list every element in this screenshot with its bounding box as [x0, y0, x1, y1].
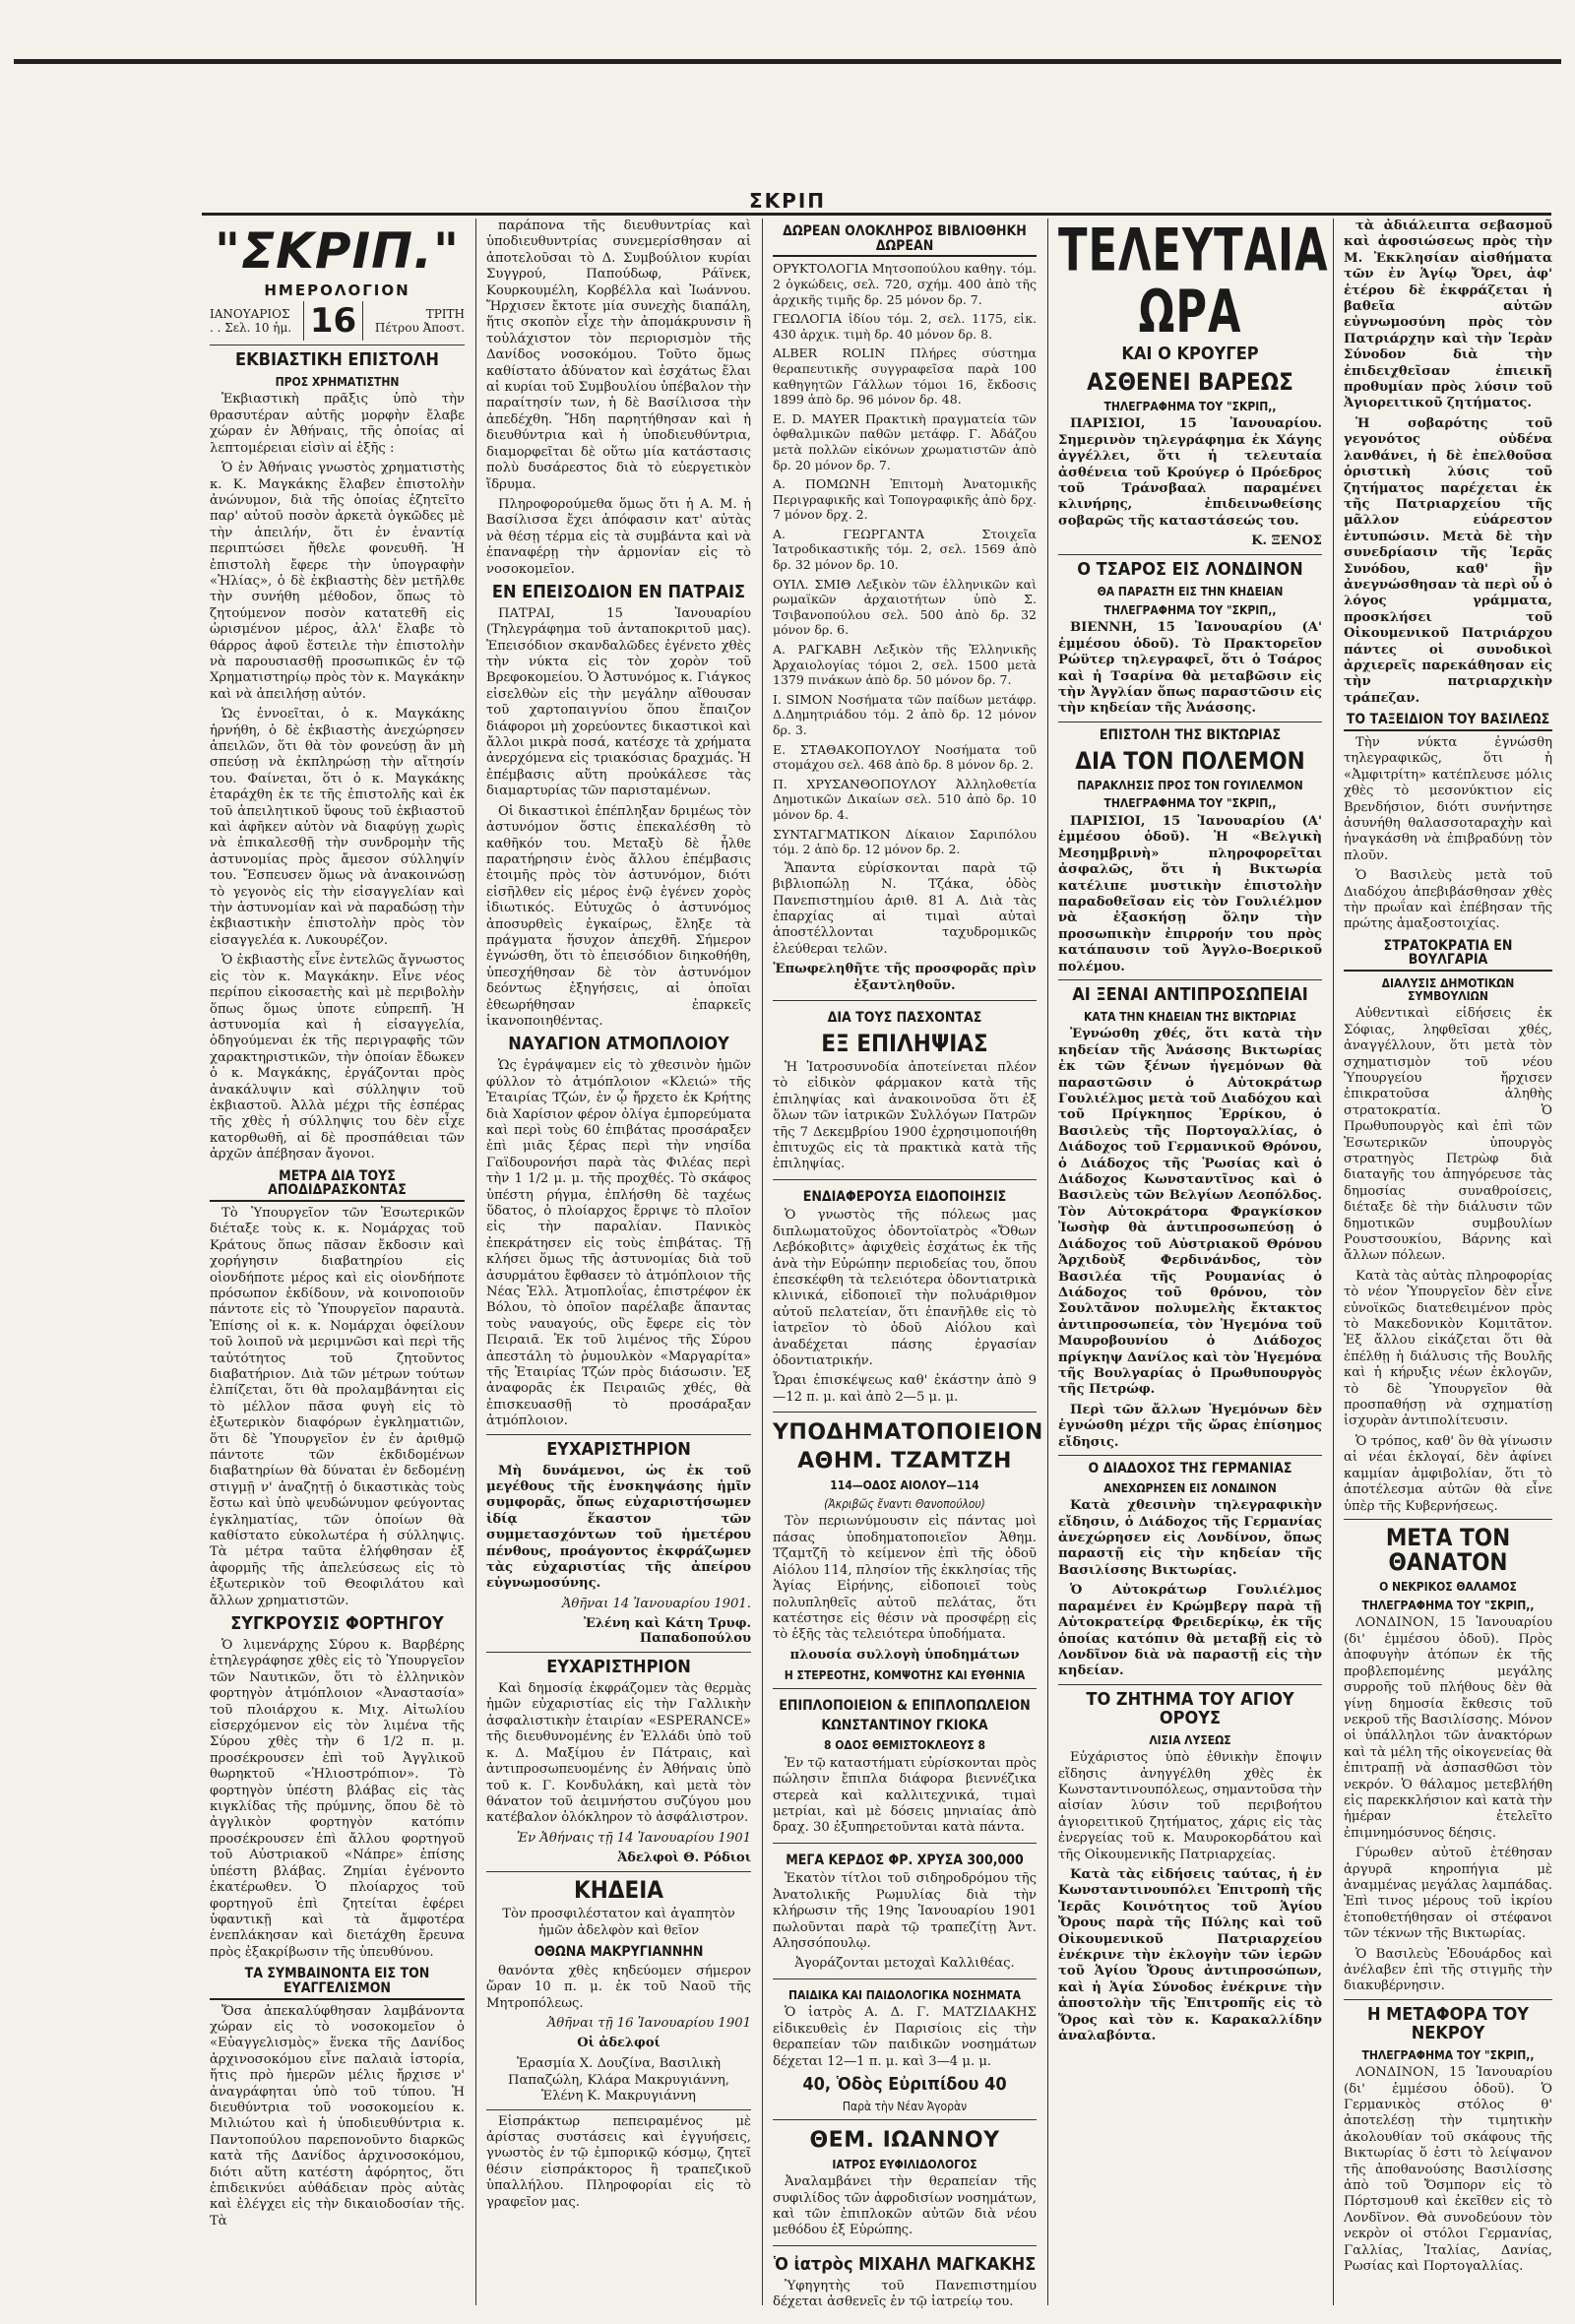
article-paragraph: Ἐκβιαστικὴ πρᾶξις ὑπὸ τὴν θρασυτέραν αὐτῆς μορφὴν ἔλαβε χώραν ἐν Ἀθήναις, τῆς ὁποίας αἱ λεπτομέρειαι εἰσὶν αἱ ἑξῆς :	[210, 392, 465, 456]
ad-note: Ἀγοράζονται μετοχαὶ Καλλιθέας.	[794, 1956, 1015, 1972]
article-headline: ΤΑ ΣΥΜΒΑΙΝΟΝΤΑ ΕΙΣ ΤΟΝ ΕΥΑΓΓΕΛΙΣΜΟΝ	[210, 1967, 465, 1999]
ad-text: Ὁ γνωστὸς τῆς πόλεως μας διπλωματοῦχος ὀδοντοϊατρὸς «Ὄθων Λεβόκοβιτς» ἀφιχθεὶς ἐσχάτως ἐκ τῆς ἀνὰ τὴν Εὐρώπην περιοδείας του, ὅπου ἐπεσκέφθη τὰ τελειότερα ὀδοντιατρικὰ κλινικά, εἰδοποιεῖ τὴν πολυάριθμον αὐτοῦ πελατείαν, ὅτι ἐπανῆλθε εἰς τὸ ἰατρεῖον τὸ ὁδοῦ Αἰόλου καὶ ἀναδέχεται πάσης ἐργασίαν ὀδοντιατρικήν.	[773, 1208, 1037, 1369]
book-list-item: I. SIMON Νοσήματα τῶν παίδων μετάφρ. Δ.Δημητριάδου τόμ. 2 ἀπὸ δρ. 12 μόνον δρ. 3.	[773, 691, 1037, 737]
calendar-weekday: ΤΡΙΤΗ	[425, 307, 465, 321]
column-2	[478, 219, 759, 2310]
book-list-item: Α. ΡΑΓΚΑΒΗ Λεξικὸν τῆς Ἑλληνικῆς Ἀρχαιολογίας τόμοι 2, σελ. 1500 μετὰ 1379 πινάκων ἀπὸ δρ. 50 μόνον δρ. 7.	[773, 642, 1037, 688]
ad-address-note: Παρὰ τὴν Νέαν Ἀγορὰν	[842, 2099, 968, 2113]
funeral-text: θανόντα χθὲς κηδεύομεν σήμερον ὥραν 10 π. μ. ἐκ τοῦ Ναοῦ τῆς Μητροπόλεως.	[486, 1963, 751, 2011]
section-banner: ΤΕΛΕΥΤΑΙΑ ΩΡΑ	[1058, 219, 1329, 347]
column-3	[765, 219, 1044, 2310]
running-head: ΣΚΡΙΠ	[749, 189, 826, 213]
notice-date: Ἐν Ἀθήναις τῇ 14 Ἰανουαρίου 1901	[516, 1830, 751, 1846]
calendar-day-number: 16	[303, 301, 363, 341]
calendar-block	[210, 301, 465, 341]
book-list-item: Α. ΓΕΩΡΓΑΝΤΑ Στοιχεῖα Ἰατροδικαστικῆς τόμ. 2, σελ. 1569 ἀπὸ δρ. 32 μόνον δρ. 10.	[773, 526, 1037, 573]
ad-headline: ΚΩΝΣΤΑΝΤΙΝΟΥ ΓΚΙΟΚΑ	[821, 1718, 988, 1734]
article-paragraph: ΛΟΝΔΙΝΟΝ, 15 Ἰανουαρίου (δι' ἐμμέσου ὁδοῦ). Ὁ Γερμανικὸς στόλος θ' ἀποτελέσῃ τὴν τιμητικὴν ἀκολουθίαν τοῦ σκάφους τῆς Βικτωρίας ὅ ἐστι τὸ λείψανον τῆς ἀποθανούσης Βασιλίσσης ἀπὸ τοῦ Ὄσμπορν εἰς τὸ Πόρτσμουθ καὶ ἐκεῖθεν εἰς τὸ Λονδῖνον. Θὰ συνοδεύουν τὸν νεκρὸν οἱ στόλοι Γερμανίας, Γαλλίας, Ἰταλίας, Δανίας, Ρωσίας καὶ Πορτογαλλίας.	[1344, 2065, 1552, 2275]
ad-text: Ἅπαντα εὑρίσκονται παρὰ τῷ βιβλιοπώλῃ Ν. Τζάκα, ὁδὸς Πανεπιστημίου ἀριθ. 81 Α. Διὰ τὰς ἐπαρχίας αἱ τιμαὶ αὐταὶ ἀποστέλλονται ταχυδρομικῶς ἐλεύθεραι τελῶν.	[773, 860, 1037, 957]
ad-note: Ἐπωφεληθῆτε τῆς προσφορᾶς πρὶν ἐξαντληθοῦν.	[773, 962, 1037, 993]
article-paragraph: Τὴν νύκτα ἐγνώσθη τηλεγραφικῶς, ὅτι ἡ «Ἀμφιτρίτη» κατέπλευσε μόλις χθὲς τὸ μεσονύκτιον εἰς Βρενδήσιον, διότι συνήντησε ἀσυνήθη θαλασσοταραχὴν καὶ ἠναγκάσθη νὰ ἐπιβραδύνῃ τὸν πλοῦν.	[1344, 734, 1552, 863]
book-list-item: ΟΡΥΚΤΟΛΟΓΙΑ Μητσοπούλου καθηγ. τόμ. 2 ὀγκώδεις, σελ. 720, σχήμ. 400 ἀπὸ τῆς ἀρχικῆς τιμῆς δρ. 25 μόνον δρ. 7.	[773, 261, 1037, 307]
article-headline: Ο ΔΙΑΔΟΧΟΣ ΤΗΣ ΓΕΡΜΑΝΙΑΣ	[1088, 1460, 1292, 1476]
classified-ad: Εἰσπράκτωρ πεπειραμένος μὲ ἀρίστας συστάσεις καὶ ἐγγυήσεις, γνωστὸς ἐν τῷ ἐμπορικῷ κόσμῳ, ζητεῖ θέσιν εἰσπράκτορος ἢ τραπεζικοῦ ὑπαλλήλου. Πληροφορίαι εἰς τὸ γραφεῖον μας.	[486, 2113, 751, 2210]
article-paragraph: Περὶ τῶν ἄλλων Ἡγεμόνων δὲν ἐγνώσθη μέχρι τῆς ὥρας ἐπίσημος εἴδησις.	[1058, 1402, 1322, 1450]
book-list-item: Α. ΠΟΜΩΝΗ Ἐπιτομὴ Ἀνατομικῆς Περιγραφικῆς καὶ Τοπογραφικῆς ἀπὸ δρχ. 7 μόνον δρχ. 2.	[773, 476, 1037, 523]
article-paragraph: Τὸ Ὑπουργεῖον τῶν Ἐσωτερικῶν διέταξε τοὺς κ. κ. Νομάρχας τοῦ Κράτους ὅπως πᾶσαν ἔκδοσιν καὶ χορήγησιν διαβατηρίου εἰς οἱονδήποτε μέρος καὶ εἰς οἱονδήποτε πρόσωπον ἐκδίδουν, νὰ κοινοποιοῦν πάντοτε εἰς τὸ Ὑπουργεῖον παραυτὰ. Ἐπίσης οἱ κ. κ. Νομάρχαι ὀφείλουν τοῦ λοιποῦ νὰ μεριμνῶσι καὶ περὶ τῆς ταὐτότητος τοῦ ζητοῦντος διαβατήριον. Διὰ τῶν μέτρων τούτων ἐλπίζεται, ὅτι θὰ προλαμβάνηται εἰς τὸ μέλλον πᾶσα φυγὴ εἰς τὸ ἐξωτερικὸν διαφόρων ἐγκληματιῶν, ὅτι δὲ Ὑπουργεῖον ἐν ἐν ἀριθμῷ πάντοτε τῶν ἐκδιδομένων διαβατηρίων θὰ δύναται ἐν δεδομένῃ στιγμῇ ν' ἀναζητῇ ὁ δικαστικὰς τοὺς ἔστω καὶ ὑπὸ ψευδώνυμον φεύγοντας ἐγκληματίας, τῶν ὁποίων θὰ καθίστατο εὐκολωτέρα ἡ σύλληψις. Τὰ μέτρα ταῦτα ἐλήφθησαν ἐξ ἀφορμῆς τῆς ἀπελεύσεως εἰς τὸ ἐξωτερικὸν τοῦ Θεοφιλάτου καὶ ἄλλων χρηματιστῶν.	[210, 1205, 465, 1608]
article-paragraph: Ὁ Αὐτοκράτωρ Γουλιέλμος παραμένει ἐν Κρώμβεργ παρὰ τῇ Αὐτοκρατείρᾳ Φρειδερίκῳ, ἐκ τῆς ὁποίας κατόπιν θὰ μεταβῇ εἰς τὸ Λονδῖνον διὰ νὰ παραστῇ εἰς τὴν κηδείαν.	[1058, 1583, 1322, 1679]
notice-headline: ΕΥΧΑΡΙΣΤΗΡΙΟΝ	[546, 1657, 691, 1678]
article-paragraph: ΠΑΤΡΑΙ, 15 Ἰανουαρίου (Τηλεγράφημα τοῦ ἀνταποκριτοῦ μας). Ἐπεισόδιον σκανδαλῶδες ἐγένετο χθὲς τὴν νύκτα εἰς τὸν χορὸν τοῦ Βρεφοκομείου. Ὁ Ἀστυνόμος κ. Γιάγκος εἰσελθὼν εἰς τὴν μεγάλην αἴθουσαν τοῦ χαρτοπαιγνίου ὅπου ἔπαιζον διάφοροι μὴ χορεύοντες δικαστικοὶ καὶ ἄλλοι μικρὰ ποσά, κατέσχε τὰ χρήματα ἀνερχόμενα εἰς τριακόσιας δραχμάς. Ἡ ἐπέμβασις αὕτη προὐκάλεσε τὰς διαμαρτυρίας τῶν παρισταμένων.	[486, 605, 751, 799]
article-subheadline: ΛΙΣΙΑ ΛΥΣΕΩΣ	[1149, 1732, 1231, 1747]
article-paragraph: παράπονα τῆς διευθυντρίας καὶ ὑποδιευθυντρίας συνεμερίσθησαν αἱ ἀποτελοῦσαι τὸ Δ. Συμβούλιον κυρίαι Συγγρού, Παπούδωφ, Ράϊνεκ, Κουρκουμέλη, Κορβέλλα καὶ Ἰωάννου. Ἤρχισεν ἔκτοτε μία συνεχὴς διαπάλη, ἥτις σκοπὸν εἶχε τὴν ἀπομάκρυνσιν ἢ τοὐλάχιστον τὸν περιορισμὸν τῆς Δανίδος νοσοκόμου. Τοῦτο ὅμως καθίστατο ἀδύνατον καὶ ἐσχάτως ἔλαι αἱ κυρίαι τοῦ Συμβουλίου ὑπέβαλον τὴν παραίτησίν των, ἡ δὲ Βασίλισσα τὴν ἀπεδέχθη. Ἤδη παρητήθησαν καὶ ἡ διευθύντρια καὶ ἡ ὑποδιευθύντρια, διαμορφεῖται δὲ οὕτω μία κατάστασις πολὺ δυσάρεστος διὰ τὸ εὐεργετικὸν ἵδρυμα.	[486, 219, 751, 492]
article-subheadline: ΔΙΑΛΥΣΙΣ ΔΗΜΟΤΙΚΩΝ ΣΥΜΒΟΥΛΙΩΝ	[1381, 976, 1515, 1003]
ad-headline: ΠΑΙΔΙΚΑ ΚΑΙ ΠΑΙΔΟΛΟΓΙΚΑ ΝΟΣΗΜΑΤΑ	[788, 1987, 1022, 2002]
column-4	[1050, 219, 1330, 2310]
ad-text: Ἀναλαμβάνει τὴν θεραπείαν τῆς συφιλίδος τῶν ἀφροδισίων νοσημάτων, καὶ τῶν ἐπιπλοκῶν αὐτῶν διὰ νέου μεθόδου ἐξ Εὐρώπης.	[773, 2174, 1037, 2238]
article-paragraph: ΒΙΕΝΝΗ, 15 Ἰανουαρίου (Α' ἐμμέσου ὁδοῦ). Τὸ Πρακτορεῖον Ρώϋτερ τηλεγραφεῖ, ὅτι ὁ Τσάρος καὶ ἡ Τσαρίνα θὰ μεταβῶσιν εἰς τὴν Ἀγγλίαν ὅπως παραστῶσιν εἰς τὴν κηδείαν τῆς Ἀνάσσης.	[1058, 620, 1322, 717]
top-rule	[14, 59, 1561, 64]
column-divider	[762, 219, 763, 2305]
ad-headline-large: ΕΞ ΕΠΙΛΗΨΙΑΣ	[821, 1029, 988, 1057]
ad-hours: Ὧραι ἐπισκέψεως καθ' ἑκάστην ἀπὸ 9—12 π. μ. καὶ ἀπὸ 2—5 μ. μ.	[773, 1373, 1037, 1405]
header-rule	[202, 213, 1551, 216]
article-paragraph: Οἱ δικαστικοὶ ἐπέπληξαν δριμέως τὸν ἀστυνόμον ὅστις ἐπεκαλέσθη τὸ καθῆκόν του. Μεταξὺ δὲ ἦλθε παρατήρησιν ἐνὸς ἄλλου ἐπέμβασις ἐτοιμῆς πρὸς τὸν ἀστυνόμον, διότι εἰσῆλθεν εἰς μέρος ἐνῷ ἐγένεν χορὸς ἰδιωτικός. Εὐτυχῶς ὁ ἀστυνόμος ἀποσυρθεὶς ἐγκαίρως, ἔληξε τὰ πράγματα ἥσυχον ἀπεχθῆ. Σήμερον ἐγνώσθη, ὅτι τὸ ἐπεισόδιον διηκοθήθη, ὑπεσχήθησαν δὲ τὸν ἀστυνόμον δεόντως ἐξηγήσεις, αἱ ὁποῖαι ἐθεωρήθησαν ἐπαρκεῖς ἱκανοποιηθέντας.	[486, 803, 751, 1029]
article-headline: ΜΕΤΡΑ ΔΙΑ ΤΟΥΣ ΑΠΟΔΙΔΡΑΣΚΟΝΤΑΣ	[210, 1169, 465, 1202]
article-paragraph: Κατὰ τὰς εἰδήσεις ταύτας, ἡ ἐν Κωνσταντινουπόλει Ἐπιτροπὴ τῆς Ἱερᾶς Κοινότητος τοῦ Ἁγίου Ὄρους παρὰ τῆς Πύλης καὶ τοῦ Οἰκουμενικοῦ Πατριαρχείου ἐνέκρινε τὴν ἐκλογὴν τῶν ἱερῶν τοῦ Ἁγίου Ὄρους ἀντιπροσώπων, καὶ ἡ Ἁγία Σύνοδος ἐνέκρινε τὴν ἀποστολὴν τῆς Ἐπιτροπῆς εἰς τὸ Ὅρος καὶ τὸν κ. Καρακαλλίδην ἀναλαβόντα.	[1058, 1866, 1322, 2044]
ad-headline: ΜΕΓΑ ΚΕΡΔΟΣ ΦΡ. ΧΡΥΣΑ 300,000	[786, 1852, 1024, 1868]
article-headline: Ο ΤΣΑΡΟΣ ΕΙΣ ΛΟΝΔΙΝΟΝ	[1077, 559, 1303, 581]
funeral-name: ΟΘΩΝΑ ΜΑΚΡΥΓΙΑΝΝΗΝ	[534, 1944, 704, 1961]
ad-text: Τὸν περιωνύμουσιν εἰς πάντας μοὶ πάσας ὑποδηματοποιεῖον Ἀθημ. Τζαμτζῆ τὸ κείμενον ἐπὶ τῆς ὁδοῦ Αἰόλου 114, πλησίον τῆς ἐκκλησίας τῆς Ἁγίας Εἰρήνης, εἰδοποιεῖ τοὺς πολυπληθεῖς αὐτοῦ πελάτας, ὅτι κατέστησε εἰς θέσιν νὰ προσφέρῃ εἰς τὸ ἐξῆς τὰς τελειότερα ὑποδήματα.	[773, 1514, 1037, 1643]
ad-address: 40, Ὁδὸς Εὐριπίδου 40	[802, 2074, 1007, 2096]
calendar-title: ΗΜΕΡΟΛΟΓΙΟΝ	[264, 282, 410, 299]
book-list-item: Π. ΧΡΥΣΑΝΘΟΠΟΥΛΟΥ Ἀλληλοθετία Δημοτικῶν Δικαίων σελ. 510 ἀπὸ δρ. 10 μόνον δρ. 4.	[773, 776, 1037, 822]
article-paragraph: Κατὰ τὰς αὐτὰς πληροφορίας τὸ νέον Ὑπουργεῖον δὲν εἶνε εὐνοϊκῶς διατεθειμένον πρὸς τὸ Μακεδονικὸν Κομιτᾶτον. Ἐξ ἄλλου εἰκάζεται ὅτι θὰ ἐπέλθῃ ἡ διάλυσις τῆς Βουλῆς καὶ ἡ κήρυξις νέων ἐκλογῶν, τὸ δὲ Ὑπουργεῖον θὰ προσπαθήσῃ νὰ σχηματίσῃ ἰσχυρὰν ἀντιπολίτευσιν.	[1344, 1268, 1552, 1429]
article-headline: ΚΑΙ Ο ΚΡΟΥΓΕΡ	[1121, 343, 1259, 364]
notice-text: Μὴ δυνάμενοι, ὡς ἐκ τοῦ μεγέθους τῆς ἐνσκηψάσης ἡμῖν συμφορᾶς, ὅπως εὐχαριστήσωμεν ἰδίᾳ ἕκαστον τῶν συμμετασχόντων τοῦ ἡμετέρου πένθους, προάγοντος ἐκφράζωμεν τὰς εὐχαριστίας τῆς ἀπείρου εὐγνωμοσύνης.	[486, 1463, 751, 1592]
ad-text: Ὁ ἰατρὸς Α. Δ. Γ. ΜΑΤΖΙΔΑΚΗΣ εἰδικευθεὶς ἐν Παρισίοις εἰς τὴν θεραπείαν τῶν παιδικῶν νοσημάτων δέχεται 12—1 π. μ. καὶ 3—4 μ. μ.	[773, 2005, 1037, 2069]
column-divider	[1047, 219, 1048, 2305]
ad-headline: ΔΙΑ ΤΟΥΣ ΠΑΣΧΟΝΤΑΣ	[827, 1010, 982, 1026]
article-headline: ΜΕΤΑ ΤΟΝ ΘΑΝΑΤΟΝ	[1385, 1523, 1511, 1577]
column-divider	[1333, 219, 1334, 2305]
article-paragraph: Πληροφορούμεθα ὅμως ὅτι ἡ Α. Μ. ἡ Βασίλισσα ἔχει ἀπόφασιν κατ' αὐτὰς νὰ θέσῃ τέρμα εἰς τὰ συμβάντα καὶ νὰ ἐπαναφέρῃ τὴν ἁρμονίαν εἰς τὸ νοσοκομεῖον.	[486, 496, 751, 577]
ad-subheadline: ΙΑΤΡΟΣ ΕΥΦΙΛΙΔΟΛΟΓΟΣ	[832, 2157, 977, 2171]
ad-text: Ἡ Ἰατροσυνοδία ἀποτείνεται πλέον τὸ εἰδικὸν φάρμακον κατὰ τῆς ἐπιληψίας καὶ ἀνακοινοῦσα ὅτι ἐξ ὅλων τῶν ἰατρικῶν Συλλόγων Πατρῶν τῆς 7 Δεκεμβρίου 1900 ἐχρησιμοποιήθη ἐπιτυχῶς εἰς τὰ πρακτικὰ κατὰ τῆς ἐπιληψίας.	[773, 1059, 1037, 1172]
ad-headline-large: ΑΘΗΜ. ΤΖΑΜΤΖΗ	[797, 1449, 1012, 1475]
funeral-headline: ΚΗΔΕΙΑ	[573, 1876, 663, 1905]
book-list	[773, 261, 1037, 856]
funeral-date: Ἀθῆναι τῇ 16 Ἰανουαρίου 1901	[546, 2016, 751, 2032]
funeral-signers: Ἐρασμία Χ. Δουζίνα, Βασιλικὴ Παπαζώλη, Κλάρα Μακρυγιάννη, Ἑλένη Κ. Μακρυγιάννη	[508, 2056, 729, 2104]
article-subheadline: ΚΑΤΑ ΤΗΝ ΚΗΔΕΙΑΝ ΤΗΣ ΒΙΚΤΩΡΙΑΣ	[1083, 1009, 1297, 1024]
article-paragraph: Ὁ ἐκβιαστὴς εἶνε ἐντελῶς ἄγνωστος εἰς τὸν κ. Μαγκάκην. Εἶνε νέος περίπου εἰκοσαετὴς καὶ μὲ περιβολὴν ὅπως ὅμως ὑποτε εὐπρεπῆ. Ἡ ἀστυνομία καὶ ἡ εἰσαγγελία, ὁδηγούμεναι ἐκ τῆς περιγραφῆς τῶν χαρακτηριστικῶν, τὴν ὁποίαν ἔδωκεν ὁ κ. Μαγκάκης, ἐργάζονται πρὸς ἀνακάλυψιν καὶ σύλληψιν τοῦ ἐκβιαστοῦ. Ἀλλὰ μέχρι τῆς ἑσπέρας τῆς χθὲς ἡ σύλληψις του δὲν εἶχε κατορθωθῆ, αἱ δὲ προσπάθειαι τῶν ἀρχῶν ἀπέβησαν ἄγονοι.	[210, 953, 465, 1162]
notice-date: Ἀθῆναι 14 Ἰανουαρίου 1901.	[561, 1596, 751, 1611]
book-list-item: ΟΥΙΛ. ΣΜΙΘ Λεξικὸν τῶν ἑλληνικῶν καὶ ρωμαϊκῶν ἀρχαιοτήτων ὑπὸ Σ. Τσιβανοπούλου σελ. 500 ἀπὸ δρ. 32 μόνον δρ. 6.	[773, 576, 1037, 638]
article-subheadline: ΠΡΟΣ ΧΡΗΜΑΤΙΣΤΗΝ	[275, 374, 400, 389]
article-paragraph: ΛΟΝΔΙΝΟΝ, 15 Ἰανουαρίου (δι' ἐμμέσου ὁδοῦ). Πρὸς ἀποφυγὴν ἀτόπων ἐκ τῆς προβλεπομένης μεγάλης συρροῆς τοῦ πλήθους δὲν θὰ γίνῃ δημοσία ἔκθεσις τοῦ νεκροῦ τῆς Βασιλίσσης. Μόνον οἱ ὑπάλληλοι τῶν ἀνακτόρων καὶ τὰ μέλη τῆς οἰκογενείας θὰ ἐπιτραπῇ νὰ ἀσπασθῶσι τὸν νεκρόν. Ὁ θάλαμος μετεβλήθη εἰς παρεκκλήσιον καὶ κατὰ τὴν ἡμέραν ἐτελεῖτο ἐπιμνημόσυνος δέησις.	[1344, 1615, 1552, 1841]
book-list-item: ALBER ROLIN Πλήρες σύστημα θεραπευτικῆς συγγραφεῖσα παρὰ 100 καθηγητῶν Γάλλων τόμοι 16, ἔκδοσις 1899 ἀπὸ δρ. 96 μόνον δρ. 48.	[773, 345, 1037, 408]
telegram-label: ΤΗΛΕΓΡΑΦΗΜΑ ΤΟΥ "ΣΚΡΙΠ,,	[1103, 602, 1277, 617]
article-paragraph: Ὁ λιμενάρχης Σύρου κ. Βαρβέρης ἐτηλεγράφησε χθὲς εἰς τὸ Ὑπουργεῖον τῶν Ναυτικῶν, ὅτι τὸ ἑλληνικὸν φορτηγὸν ἀτμόπλοιον «Ἀναστασία» τοῦ πλοιάρχου κ. Μιχ. Αἰτωλίου εἰσερχόμενον εἰς τὸν λιμένα τῆς Σύρου χθὲς τὴν 6 1/2 π. μ. προσέκρουσεν ἐπὶ τοῦ Ἀγγλικοῦ θωρηκτοῦ «Ἠλιοστρόπιον». Τὸ φορτηγὸν ὑπέστη βλάβας εἰς τὰς κιγκλίδας τῆς πρύμνης, ὅπου δὲ τὸ ἀγγλικὸν φορτηγὸν κατόπιν προσέκρουσεν ἐπὶ ἄλλου φορτηγοῦ τοῦ Αὐστριακοῦ «Νάπρε» ἐπίσης ὑπέστη βλάβας. Ζημίαι ἐγένοντο ἑκατέρωθεν. Ὁ πλοίαρχος τοῦ φορτηγοῦ ἐπὶ ζητείται ἐφέρει ὑφαντικῇ καὶ τὰ ἄμφοτέρα ἐνεπλάκησαν καὶ διετάχθη ἔρευνα πρὸς ἐξακρίβωσιν τῆς ὑπευθύνου.	[210, 1638, 465, 1960]
ad-address: 8 ΟΔΟΣ ΘΕΜΙΣΤΟΚΛΕΟΥΣ 8	[823, 1738, 986, 1753]
article-headline: ΕΝ ΕΠΕΙΣΟΔΙΟΝ ΕΝ ΠΑΤΡΑΙΣ	[491, 581, 746, 602]
ad-headline-large: ΥΠΟΔΗΜΑΤΟΠΟΙΕΙΟΝ	[773, 1420, 1043, 1446]
article-headline: ΝΑΥΑΓΙΟΝ ΑΤΜΟΠΛΟΙΟΥ	[508, 1034, 729, 1055]
article-headline: ΕΚΒΙΑΣΤΙΚΗ ΕΠΙΣΤΟΛΗ	[235, 349, 439, 370]
article-headline: ΣΤΡΑΤΟΚΡΑΤΙΑ ΕΝ ΒΟΥΛΓΑΡΙΑ	[1344, 939, 1552, 972]
article-paragraph: Ὅσα ἀπεκαλύφθησαν λαμβάνοντα χώραν εἰς τὸ νοσοκομεῖον ὁ «Εὐαγγελισμὸς» ἕνεκα τῆς Δανίδος ἀρχινοσοκόμου εἶνε παλαιὰ ἱστορία, ἥτις πρὸ ἡμερῶν μέλις ἤρχισε ν' ἀναγράφηται ὑπὸ τοῦ τύπου. Ἡ διευθύντρια τοῦ νοσοκομείου κ. Μιλιώτου καὶ ἡ ὑποδιευθύντρια κ. Παντοπούλου παρεπονοῦντο διαρκῶς κατὰ τῆς Δανίδος ἀρχινοσοκόμου, διότι αὕτη κατέστη ἀφόρητος, ὅτι ἐπιδεικνύει αὐθάδειαν πρὸς αὐτὰς καὶ ἐλέγχει εἰς τὴν δικαιοδοσίαν τῆς. Τὰ	[210, 2003, 465, 2229]
article-paragraph: Γύρωθεν αὐτοῦ ἐτέθησαν ἀργυρᾶ κηροπήγια μὲ ἀναμμένας μεγάλας λαμπάδας. Ἐπὶ τινος μέρους τοῦ ἱκρίου ἐτοποθετήθησαν οἱ στέφανοι τῶν τέκνων τῆς Βικτωρίας.	[1344, 1846, 1552, 1942]
article-paragraph: Ὡς ἐννοεῖται, ὁ κ. Μαγκάκης ἠρνήθη, ὁ δὲ ἐκβιαστὴς ἀνεχώρησεν ἀπειλῶν, ὅτι θὰ τὸν φονεύσῃ ἂν μὴ σπεύσῃ νὰ ἐκπληρώσῃ τὴν αἴτησίν του. Φαίνεται, ὅτι ὁ κ. Μαγκάκης ἐταράχθη ἐκ τε τῆς ἐπιστολῆς καὶ ἐκ τοῦ ἀπειλητικοῦ ὕφους τοῦ ἐκβιαστοῦ καὶ ἀφῆκεν αὐτὸν νὰ διαφύγῃ χωρὶς νὰ ἐπικαλεσθῇ τὴν συνδρομὴν τῆς ἀστυνομίας πρὸς ἄμεσον σύλληψίν του. Ἔσπευσεν ὅμως νὰ ἀνακοινώσῃ τὸ γεγονὸς εἰς τὴν εἰσαγγελίαν καὶ τὴν ἀστυνομίαν καὶ νὰ παραδώσῃ τὴν ἐκβιαστικὴν ἐπιστολὴν πρὸς τὸν εἰσαγγελέα κ. Λυκουρέζον.	[210, 707, 465, 948]
article-paragraph: Ὁ Βασιλεὺς μετὰ τοῦ Διαδόχου ἀπεβιβάσθησαν χθὲς τὴν πρωΐαν καὶ ἐπέβησαν τῆς πρώτης ἁμαξοστοιχίας.	[1344, 868, 1552, 932]
article-headline: ΕΠΙΣΤΟΛΗ ΤΗΣ ΒΙΚΤΩΡΙΑΣ	[1099, 726, 1282, 743]
article-headline: ΤΟ ΤΑΞΕΙΔΙΟΝ ΤΟΥ ΒΑΣΙΛΕΩΣ	[1344, 713, 1552, 731]
ad-headline: ΔΩΡΕΑΝ ΟΛΟΚΛΗΡΟΣ ΒΙΒΛΙΟΘΗΚΗ ΔΩΡΕΑΝ	[773, 224, 1037, 257]
telegram-label: ΤΗΛΕΓΡΑΦΗΜΑ ΤΟΥ "ΣΚΡΙΠ,,	[1361, 1598, 1535, 1612]
ad-address: 114—ΟΔΟΣ ΑΙΟΛΟΥ—114	[830, 1478, 979, 1493]
column-1	[202, 219, 472, 2310]
article-paragraph: Ὁ Βασιλεὺς Ἐδουάρδος καὶ ἀνέλαβεν ἐπὶ τῆς στιγμῆς τὴν διακυβέρνησιν.	[1344, 1946, 1552, 1994]
telegram-label: ΤΗΛΕΓΡΑΦΗΜΑ ΤΟΥ "ΣΚΡΙΠ,,	[1361, 2047, 1535, 2062]
article-headline: ΣΥΓΚΡΟΥΣΙΣ ΦΟΡΤΗΓΟΥ	[230, 1613, 444, 1635]
article-paragraph: Ὁ ἐν Ἀθήναις γνωστὸς χρηματιστὴς κ. Κ. Μαγκάκης ἔλαβεν ἐπιστολὴν ἀνώνυμον, διὰ τῆς ὁποίας ἐζητεῖτο παρ' αὐτοῦ ποσὸν ἀρκετὰ ὀγκῶδες μὲ τὴν ἀπειλήν, ὅτι ἐν ἐναντίᾳ περιπτώσει ἤθελε φονευθῆ. Ἡ ἐπιστολὴ ἔφερε τὴν ὑπογραφὴν «Ἠλίας», ὁ δὲ ἐκβιαστὴς δὲν μετῆλθε τὴν συνήθη μέθοδον, ὅπως τὸ ζητούμενον ποσὸν κατατεθῆ εἰς ὡρισμένον μέρος, ἀλλ' ἔλαβε τὸ θάρρος ἀφοῦ ἔστειλε τὴν ἐπιστολὴν νὰ παρουσιασθῇ προσωπικῶς ἐν τῷ Χρηματιστηρίῳ πρὸς τὸν κ. Μαγκάκην καὶ νὰ ἀπειλήσῃ αὐτόν.	[210, 461, 465, 702]
notice-text: Καὶ δημοσίᾳ ἐκφράζομεν τὰς θερμὰς ἡμῶν εὐχαριστίας εἰς τὴν Γαλλικὴν ἀσφαλιστικὴν ἑταιρίαν «ESPERANCE» τῆς διευθυνομένης ἐν Ἑλλάδι ὑπὸ τοῦ κ. Δ. Μαξίμου ἐν Πάτραις, καὶ ἀντιπροσωπευομένης ἐν Ἀθήναις ὑπὸ τοῦ κ. Γ. Κονδυλάκη, καὶ μετὰ τὸν θάνατον τοῦ ἀειμνήστου συζύγου μου κατέβαλον ὁλόκληρον τὸ ἀσφάλιστρον.	[486, 1681, 751, 1826]
article-subheadline: ΠΑΡΑΚΛΗΣΙΣ ΠΡΟΣ ΤΟΝ ΓΟΥΙΛΕΛΜΟΝ	[1077, 778, 1303, 792]
book-list-item: ΣΥΝΤΑΓΜΑΤΙΚΟΝ Δίκαιον Σαριπόλου τόμ. 2 ἀπὸ δρ. 12 μόνον δρ. 2.	[773, 826, 1037, 857]
telegram-label: ΤΗΛΕΓΡΑΦΗΜΑ ΤΟΥ "ΣΚΡΙΠ,,	[1103, 796, 1277, 811]
article-headline: Η ΜΕΤΑΦΟΡΑ ΤΟΥ ΝΕΚΡΟΥ	[1366, 2003, 1530, 2043]
article-paragraph: Αὐθεντικαὶ εἰδήσεις ἐκ Σόφιας, ληφθεῖσαι χθές, ἀναγγέλλουν, ὅτι μετὰ τὸν σχηματισμὸν τοῦ νέου Ὑπουργείου ἤρχισεν ἐπικρατοῦσα ἀληθὴς στρατοκρατία. Ὁ Πρωθυπουργὸς καὶ ἐπὶ τῶν Ἐσωτερικῶν ὑπουργὸς στρατηγὸς Πετρὼφ διὰ διαταγῆς του ἀπηγόρευσε τὰς δημοσίας συναθροίσεις, διέταξε δὲ τὴν διάλυσιν τῶν δημοτικῶν συμβουλίων Ρουστσουκίου, Βάρνης καὶ ἄλλων πόλεων.	[1344, 1006, 1552, 1264]
article-paragraph: Ὡς ἐγράψαμεν εἰς τὸ χθεσινὸν ἡμῶν φύλλον τὸ ἀτμόπλοιον «Κλειώ» τῆς Ἑταιρίας Τζών, ἐν ᾧ ἤρχετο ἐκ Κρήτης διὰ Χαρίσιον φέρον ὀλίγα ἐμπορεύματα καὶ περὶ τοὺς 60 ἐπιβάτας προσάραξεν ἐπὶ μιᾶς ξέρας περὶ τὴν νησίδα Γαϊδουρονήσι παρὰ τὰς Φιλέας περὶ τὴν 1 1/2 μ. μ. τῆς προχθές. Τὸ σκάφος ὑπέστη ρήγμα, ἐπλήσθη δὲ ταχέως ὕδατος, ὁ πλοίαρχος ἔρριψε τὸ πλοῖον εἰς τὴν παραλίαν. Πανικὸς ἐπεκράτησεν εἰς τοὺς ἐπιβάτας. Τῇ κλήσει ὅμως τῆς ἀστυνομίας διὰ τοῦ ἀσυρμάτου ἔφθασεν τὸ ἀτμόπλοιον τῆς Νέας Ἑλλ. Ἀτμοπλοΐας, ἐπιστρέφον ἐκ Βόλου, τὸ ὁποῖον παρέλαβε ἅπαντας τοὺς ναυαγούς, οὓς ἔφερε εἰς τὸν Πειραιᾶ. Ἐκ τοῦ λιμένος τῆς Σύρου ἀπεστάλη τὸ ῥυμουλκὸν «Μαργαρίτα» τῆς Ἑταιρίας Τζών πρὸς διάσωσιν. Ἐξ ἀναφορᾶς ἐκ Πειραιῶς χθές, θὰ ἐπισκευασθῇ τὸ προσάραξαν ἀτμόπλοιον.	[486, 1058, 751, 1429]
article-paragraph: Εὐχάριστος ὑπὸ ἐθνικὴν ἔποψιν εἴδησις ἀνηγγέλθη χθὲς ἐκ Κωνσταντινουπόλεως, σημαντοῦσα τὴν αἰσίαν λύσιν τοῦ περιβοήτου ἁγιορειτικοῦ ζητήματος, χάρις εἰς τὰς ἐνεργείας τοῦ κ. Μαυροκορδάτου καὶ τῆς Οἰκουμενικῆς Πατριαρχείας.	[1058, 1750, 1322, 1862]
calendar-saint: Πέτρου Ἀποστ.	[374, 321, 465, 335]
book-list-item: Ε. ΣΤΑΘΑΚΟΠΟΥΛΟΥ Νοσήματα τοῦ στομάχου σελ. 468 ἀπὸ δρ. 8 μόνον δρ. 2.	[773, 741, 1037, 773]
article-paragraph: τὰ ἀδιάλειπτα σεβασμοῦ καὶ ἀφοσιώσεως πρὸς τὴν Μ. Ἐκκλησίαν αἰσθήματα τῶν ἐν Ἁγίῳ Ὄρει, ἀφ' ἑτέρου δὲ ἐκφράζεται ἡ βαθεῖα αὐτῶν εὐγνωμοσύνη πρὸς τὸν Πατριάρχην καὶ τὴν Ἱερὰν Σύνοδον διὰ τὴν ἐπιδειχθεῖσαν ἐπιεικῆ προθυμίαν πρὸς λύσιν τοῦ Ἀγιορειτικοῦ ζητήματος.	[1344, 219, 1552, 411]
article-paragraph: Ἡ σοβαρότης τοῦ γεγονότος οὐδένα λανθάνει, ἡ δὲ ἐπελθοῦσα ὁριστικὴ λύσις τοῦ ζητήματος παρέχεται ἐκ τῆς Πατριαρχείου τῆς μᾶλλον εὐάρεστον ἐντυπώσιν. Μετὰ δὲ τὴν συνεδρίασιν τῆς Ἱερᾶς Συνόδου, καθ' ἣν ἀνεγνώσθησαν τὰ περὶ οὗ ὁ λόγος γράμματα, προσκλήσει τοῦ Οἰκουμενικοῦ Πατριάρχου πάντες οἱ συνοδικοὶ ἀρχιερεῖς παρεκάθησαν εἰς τὴν πατριαρχικὴν τράπεζαν.	[1344, 415, 1552, 706]
ad-text: Ὑφηγητὴς τοῦ Πανεπιστημίου δέχεται ἀσθενεῖς ἐν τῷ ἰατρείῳ του.	[773, 2278, 1037, 2310]
article-headline: ΑΣΘΕΝΕΙ ΒΑΡΕΩΣ	[1087, 367, 1293, 396]
article-headline: ΔΙΑ ΤΟΝ ΠΟΛΕΜΟΝ	[1075, 746, 1305, 775]
ad-tagline: Η ΣΤΕΡΕΟΤΗΣ, ΚΟΜΨΟΤΗΣ ΚΑΙ ΕΥΘΗΝΙΑ	[784, 1668, 1026, 1683]
calendar-sun: . . Σελ. 10 ἡμ.	[210, 321, 292, 335]
ad-headline: ΕΠΙΠΛΟΠΟΙΕΙΟΝ & ΕΠΙΠΛΟΠΩΛΕΙΟΝ	[779, 1697, 1031, 1714]
article-paragraph: Ἐγνώσθη χθές, ὅτι κατὰ τὴν κηδείαν τῆς Ἀνάσσης Βικτωρίας ἐκ τῶν ξένων ἡγεμόνων θὰ παραστῶσιν ὁ Αὐτοκράτωρ Γουλιέλμος μετὰ τοῦ Διαδόχου καὶ τοῦ Πρίγκηπος Ἐρρίκου, ὁ Βασιλεὺς τῆς Πορτογαλλίας, ὁ Διάδοχος τοῦ Γερμανικοῦ Θρόνου, ὁ Διάδοχος τῆς Ῥωσίας καὶ ὁ Διάδοχος Κωνσταντῖνος καὶ ὁ Βασιλεὺς τῶν Βελγίων Λεοπόλδος. Τὸν Αὐτοκράτορα Φραγκίσκον Ἰωσὴφ θὰ ἀντιπροσωπεύσῃ ὁ Διάδοχος τοῦ Αὐστριακοῦ Θρόνου Ἀρχιδοὺξ Φερδινάνδος, τὸν Βασιλέα τῆς Ρουμανίας ὁ Διάδοχος τοῦ θρόνου, τὸν Σουλτᾶνον πολυμελὴς ἔκτακτος ἀντιπροσωπεία, τὸν Ἡγεμόνα τοῦ Μαυροβουνίου ὁ Διάδοχος πρίγκηψ Δανίλος καὶ τὸν Ἡγεμόνα τῆς Βουλγαρίας ὁ Πρωθυπουργὸς τῆς Πετρώφ.	[1058, 1027, 1322, 1398]
funeral-text: Τὸν προσφιλέστατον καὶ ἀγαπητὸν ἡμῶν ἀδελφὸν καὶ θεῖον	[502, 1907, 735, 1938]
article-headline: ΑΙ ΞΕΝΑΙ ΑΝΤΙΠΡΟΣΩΠΕΙΑΙ	[1072, 983, 1308, 1005]
column-5	[1336, 219, 1560, 2310]
ad-text: Ἐν τῷ καταστήματι εὑρίσκονται πρὸς πώλησιν ἔπιπλα διάφορα βιεννέζικα στερεὰ καὶ καλλιτεχνικά, τιμαὶ μετρίαι, καὶ μὲ δόσεις μηνιαίας ἀπὸ δραχ. 30 ἐξυπηρετοῦνται κατὰ πάντα.	[773, 1755, 1037, 1836]
funeral-signers-title: Οἱ ἀδελφοί	[577, 2036, 661, 2051]
article-paragraph: ΠΑΡΙΣΙΟΙ, 15 Ἰανουαρίου. Σημερινὸν τηλεγράφημα ἐκ Χάγης ἀγγέλλει, ὅτι ἡ τελευταία ἀσθένεια τοῦ Κρούγερ ὁ Πρόεδρος τοῦ Τράνσβααλ παραμένει κλινήρης, ἐπιδεινωθείσης σοβαρῶς τῆς καταστάσεώς του.	[1058, 416, 1322, 529]
notice-headline: ΕΥΧΑΡΙΣΤΗΡΙΟΝ	[546, 1438, 691, 1460]
newspaper-logo: "ΣΚΡΙΠ."	[214, 222, 461, 280]
ad-address-note: (Ἀκριβῶς ἔναντι Θανοπούλου)	[824, 1496, 985, 1511]
column-divider	[475, 219, 476, 2305]
telegram-label: ΤΗΛΕΓΡΑΦΗΜΑ ΤΟΥ "ΣΚΡΙΠ,,	[1103, 399, 1277, 413]
ad-headline: ΕΝΔΙΑΦΕΡΟΥΣΑ ΕΙΔΟΠΟΙΗΣΙΣ	[802, 1188, 1007, 1205]
book-list-item: E. D. MAYER Πρακτικὴ πραγματεία τῶν ὀφθαλμικῶν παθῶν μετάφρ. Γ. Ἀδάζου μετὰ πολλῶν εἰκόνων χρωματιστῶν ἀπὸ δρ. 20 μόνον δρ. 7.	[773, 410, 1037, 472]
article-paragraph: Κατὰ χθεσινὴν τηλεγραφικὴν εἴδησιν, ὁ Διάδοχος τῆς Γερμανίας ἀνεχώρησεν εἰς Λονδίνον, ὅπως παραστῇ εἰς τὴν κηδείαν τῆς Βασιλίσσης Βικτωρίας.	[1058, 1498, 1322, 1578]
ad-headline-large: ΘΕΜ. ΙΩΑΝΝΟΥ	[809, 2127, 1000, 2153]
calendar-month: ΙΑΝΟΥΑΡΙΟΣ	[210, 307, 290, 321]
book-list-item: ΓΕΩΛΟΓΙΑ ἰδίου τόμ. 2, σελ. 1175, εἰκ. 430 ἀρχικ. τιμὴ δρ. 40 μόνον δρ. 8.	[773, 311, 1037, 342]
article-subheadline: Ο ΝΕΚΡΙΚΟΣ ΘΑΛΑΜΟΣ	[1379, 1580, 1517, 1595]
article-signature: Κ. ΞΕΝΟΣ	[1251, 534, 1322, 549]
article-subheadline: ΑΝΕΧΩΡΗΣΕΝ ΕΙΣ ΛΟΝΔΙΝΟΝ	[1103, 1480, 1277, 1495]
article-paragraph: ΠΑΡΙΣΙΟΙ, 15 Ἰανουαρίου (Α' ἐμμέσου ὁδοῦ). Ἡ «Βελγικὴ Μεσημβρινὴ» πληροφορεῖται ἀσφαλῶς, ὅτι ἡ Βικτωρία κατέλιπε μυστικὴν ἐπιστολὴν παραδοθεῖσαν εἰς τὸν Γουλιέλμον νὰ ἐξασκήσῃ ὅλην τὴν προσωπικὴν ἐπιρροήν του πρὸς κατάπαυσιν τοῦ Ἀγγλο-Βοερικοῦ πολέμου.	[1058, 813, 1322, 974]
ad-headline: Ὁ ἰατρὸς ΜΙΧΑΗΛ ΜΑΓΚΑΚΗΣ	[773, 2253, 1037, 2275]
article-paragraph: Ὁ τρόπος, καθ' ὃν θὰ γίνωσιν αἱ νέαι ἐκλογαί, δὲν ἀφίνει καμμίαν ἀμφιβολίαν, ὅτι τὸ ἀποτέλεσμα αὐτῶν θὰ εἶνε ὑπὲρ τῆς Κυβερνήσεως.	[1344, 1433, 1552, 1514]
ad-text: Ἑκατὸν τίτλοι τοῦ σιδηροδρόμου τῆς Ἀνατολικῆς Ρωμυλίας διὰ τὴν κλήρωσιν τῆς 19ης Ἰανουαρίου 1901 πωλοῦνται παρὰ τῷ τραπεζίτῃ Ἀντ. Αλησσόπουλῳ.	[773, 1871, 1037, 1952]
article-subheadline: ΘΑ ΠΑΡΑΣΤΗ ΕΙΣ ΤΗΝ ΚΗΔΕΙΑΝ	[1097, 585, 1284, 599]
article-headline: ΤΟ ΖΗΤΗΜΑ ΤΟΥ ΑΓΙΟΥ ΟΡΟΥΣ	[1086, 1688, 1294, 1728]
notice-signature: Ἀδελφοὶ Θ. Ρόδιοι	[617, 1851, 751, 1866]
notice-signature: Ἑλένη καὶ Κάτη Τρυφ. Παπαδοπούλου	[583, 1616, 751, 1647]
ad-note: πλουσία συλλογὴ ὑποδημάτων	[789, 1647, 1020, 1663]
